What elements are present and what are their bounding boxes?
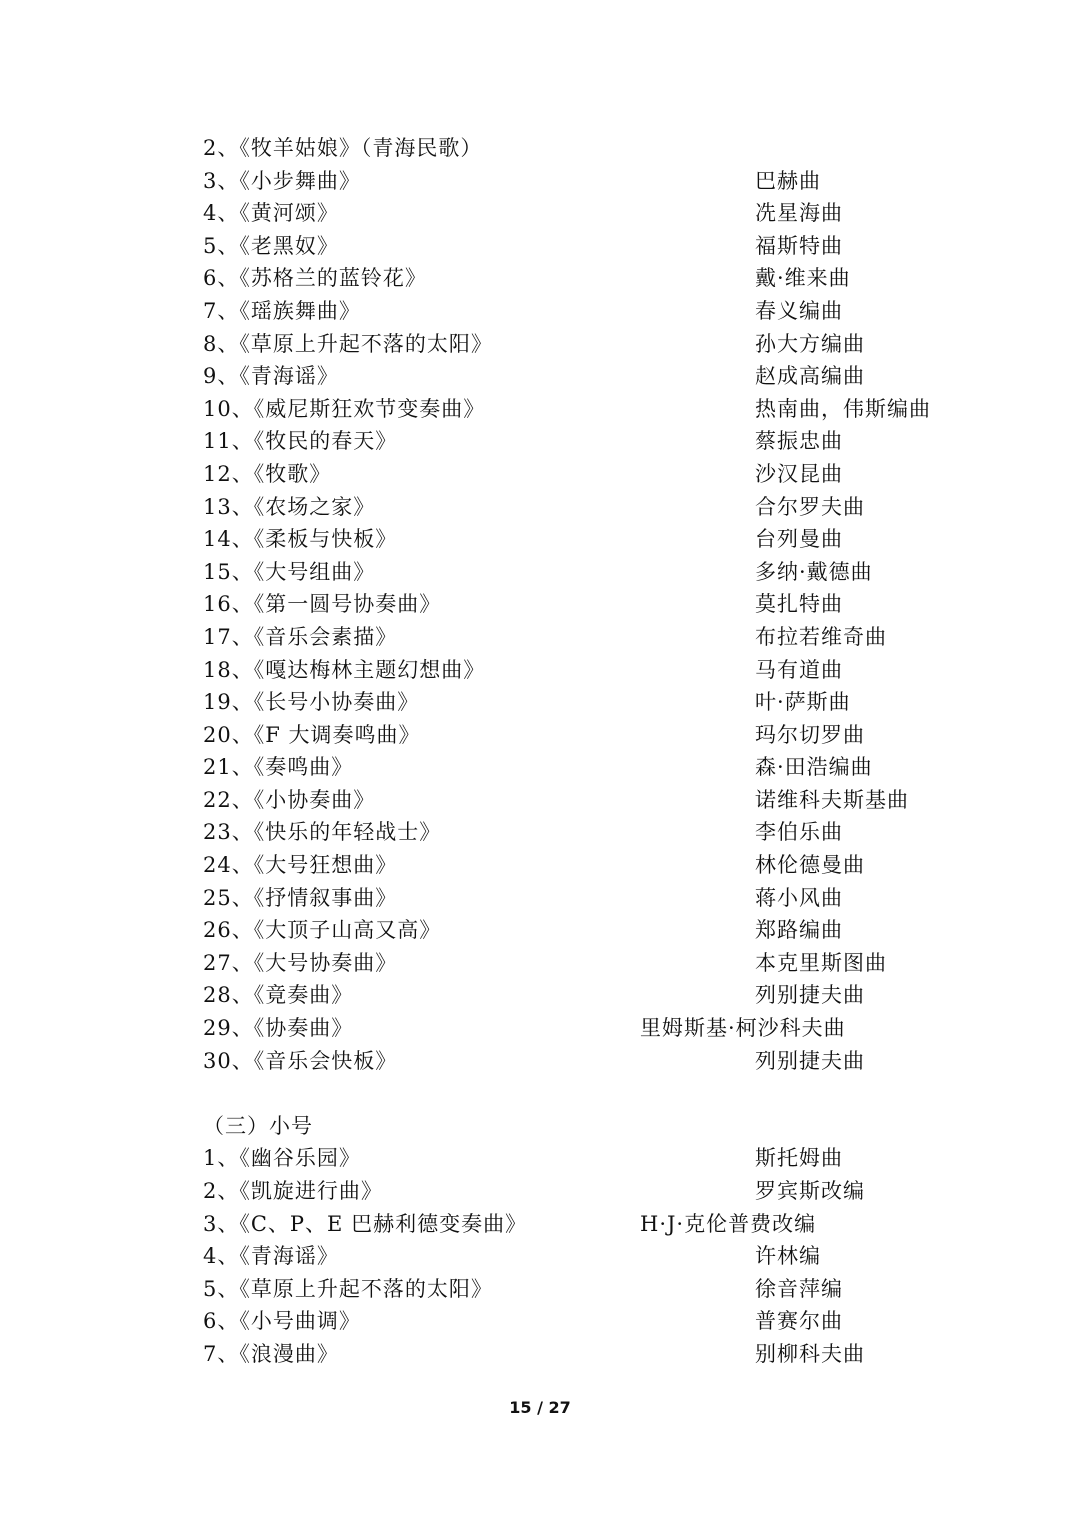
piece-composer: 合尔罗夫曲 xyxy=(755,494,865,519)
piece-title: 16、《第一圆号协奏曲》 xyxy=(203,592,442,617)
piece-composer: 罗宾斯改编 xyxy=(755,1179,865,1203)
piece-title: 13、《农场之家》 xyxy=(203,494,376,519)
list-item xyxy=(203,1338,963,1371)
piece-title: 19、《长号小协奏曲》 xyxy=(203,690,420,715)
list-item xyxy=(203,165,963,198)
piece-title: 23、《快乐的年轻战士》 xyxy=(203,820,442,845)
piece-composer: 里姆斯基·柯沙科夫曲 xyxy=(640,1016,846,1041)
piece-title: 3、《C、P、E 巴赫利德变奏曲》 xyxy=(203,1211,528,1236)
list-item xyxy=(203,816,963,849)
piece-composer: 诺维科夫斯基曲 xyxy=(755,787,909,812)
piece-title: 18、《嘎达梅林主题幻想曲》 xyxy=(203,657,486,682)
piece-composer: 春义编曲 xyxy=(755,298,843,323)
section-gap xyxy=(203,1077,963,1110)
list-item xyxy=(203,621,963,654)
list-item xyxy=(203,1208,963,1241)
piece-title: 12、《牧歌》 xyxy=(203,461,332,486)
page-number: 15 / 27 xyxy=(509,1398,571,1417)
piece-composer: 台列曼曲 xyxy=(755,527,843,552)
list-item xyxy=(203,1273,963,1306)
piece-composer: 蔡振忠曲 xyxy=(755,429,843,454)
piece-title: 5、《老黑奴》 xyxy=(203,233,339,258)
piece-title: 4、《青海谣》 xyxy=(203,1244,339,1269)
piece-title: 26、《大顶子山高又高》 xyxy=(203,918,442,943)
piece-composer: 郑路编曲 xyxy=(755,918,843,943)
trumpet-piece-list xyxy=(203,1142,963,1370)
piece-composer: 巴赫曲 xyxy=(755,168,821,193)
piece-title: 7、《瑶族舞曲》 xyxy=(203,298,361,323)
list-item xyxy=(203,914,963,947)
list-item xyxy=(203,132,963,165)
list-item xyxy=(203,295,963,328)
piece-composer: 本克里斯图曲 xyxy=(755,950,887,975)
piece-title: 17、《音乐会素描》 xyxy=(203,624,398,649)
list-item xyxy=(203,1240,963,1273)
list-item xyxy=(203,784,963,817)
piece-title: 27、《大号协奏曲》 xyxy=(203,950,398,975)
piece-title: 25、《抒情叙事曲》 xyxy=(203,885,398,910)
piece-composer: 多纳·戴德曲 xyxy=(755,559,873,584)
piece-title: 10、《威尼斯狂欢节变奏曲》 xyxy=(203,396,486,421)
piece-title: 15、《大号组曲》 xyxy=(203,559,376,584)
list-item xyxy=(203,491,963,524)
list-item xyxy=(203,686,963,719)
piece-title: 22、《小协奏曲》 xyxy=(203,787,376,812)
list-item xyxy=(203,458,963,491)
piece-composer: 玛尔切罗曲 xyxy=(755,722,865,747)
piece-title: 1、《幽谷乐园》 xyxy=(203,1146,361,1171)
piece-composer: 徐音萍编 xyxy=(755,1276,843,1301)
list-item xyxy=(203,1142,963,1175)
brass-piece-list xyxy=(203,132,963,1077)
piece-title: 6、《小号曲调》 xyxy=(203,1309,361,1334)
piece-title: 14、《柔板与快板》 xyxy=(203,527,398,552)
piece-title: 4、《黄河颂》 xyxy=(203,201,339,226)
piece-title: 8、《草原上升起不落的太阳》 xyxy=(203,331,493,356)
piece-composer: 热南曲，伟斯编曲 xyxy=(755,396,931,421)
piece-title: 9、《青海谣》 xyxy=(203,364,339,389)
list-item xyxy=(203,262,963,295)
piece-title: 28、《竟奏曲》 xyxy=(203,983,354,1008)
list-item xyxy=(203,1045,963,1078)
piece-composer: 李伯乐曲 xyxy=(755,820,843,845)
list-item xyxy=(203,979,963,1012)
list-item xyxy=(203,1012,963,1045)
piece-title: 30、《音乐会快板》 xyxy=(203,1048,398,1073)
piece-composer: 林伦德曼曲 xyxy=(755,853,865,878)
list-item xyxy=(203,393,963,426)
list-item xyxy=(203,556,963,589)
piece-composer: 列别捷夫曲 xyxy=(755,1048,865,1073)
piece-composer: 许林编 xyxy=(755,1244,821,1269)
list-item xyxy=(203,360,963,393)
piece-composer: 列别捷夫曲 xyxy=(755,983,865,1008)
list-item xyxy=(203,197,963,230)
list-item xyxy=(203,1175,963,1208)
piece-composer: 普赛尔曲 xyxy=(755,1309,843,1334)
piece-title: 7、《浪漫曲》 xyxy=(203,1341,339,1366)
piece-composer: 斯托姆曲 xyxy=(755,1146,843,1171)
piece-composer: 叶·萨斯曲 xyxy=(755,690,851,715)
list-item xyxy=(203,425,963,458)
piece-composer: H·J·克伦普费改编 xyxy=(640,1211,817,1236)
piece-title: 3、《小步舞曲》 xyxy=(203,168,361,193)
piece-title: 5、《草原上升起不落的太阳》 xyxy=(203,1276,493,1301)
piece-composer: 莫扎特曲 xyxy=(755,592,843,617)
list-item xyxy=(203,588,963,621)
list-item xyxy=(203,328,963,361)
piece-composer: 赵成高编曲 xyxy=(755,364,865,389)
repertoire-list xyxy=(203,132,963,1371)
section-heading-trumpet: （三）小号 xyxy=(203,1113,313,1138)
list-item xyxy=(203,849,963,882)
piece-composer: 布拉若维奇曲 xyxy=(755,624,887,649)
piece-composer: 戴·维来曲 xyxy=(755,266,851,291)
piece-title: 2、《凯旋进行曲》 xyxy=(203,1179,383,1203)
piece-title: 11、《牧民的春天》 xyxy=(203,429,398,454)
list-item xyxy=(203,751,963,784)
list-item xyxy=(203,523,963,556)
piece-composer: 孙大方编曲 xyxy=(755,331,865,356)
piece-title: 24、《大号狂想曲》 xyxy=(203,853,398,878)
piece-title: 29、《协奏曲》 xyxy=(203,1016,354,1041)
piece-title: 6、《苏格兰的蓝铃花》 xyxy=(203,266,427,291)
piece-composer: 马有道曲 xyxy=(755,657,843,682)
list-item xyxy=(203,882,963,915)
piece-title: 2、《牧羊姑娘》（青海民歌） xyxy=(203,136,483,160)
piece-title: 21、《奏鸣曲》 xyxy=(203,755,354,780)
piece-composer: 别柳科夫曲 xyxy=(755,1341,865,1366)
list-item xyxy=(203,230,963,263)
piece-composer: 福斯特曲 xyxy=(755,233,843,258)
list-item xyxy=(203,719,963,752)
piece-title: 20、《F 大调奏鸣曲》 xyxy=(203,722,421,747)
list-item xyxy=(203,1305,963,1338)
piece-composer: 冼星海曲 xyxy=(755,201,843,226)
piece-composer: 蒋小风曲 xyxy=(755,885,843,910)
piece-composer: 森·田浩编曲 xyxy=(755,755,873,780)
list-item xyxy=(203,654,963,687)
piece-composer: 沙汉昆曲 xyxy=(755,461,843,486)
list-item xyxy=(203,947,963,980)
